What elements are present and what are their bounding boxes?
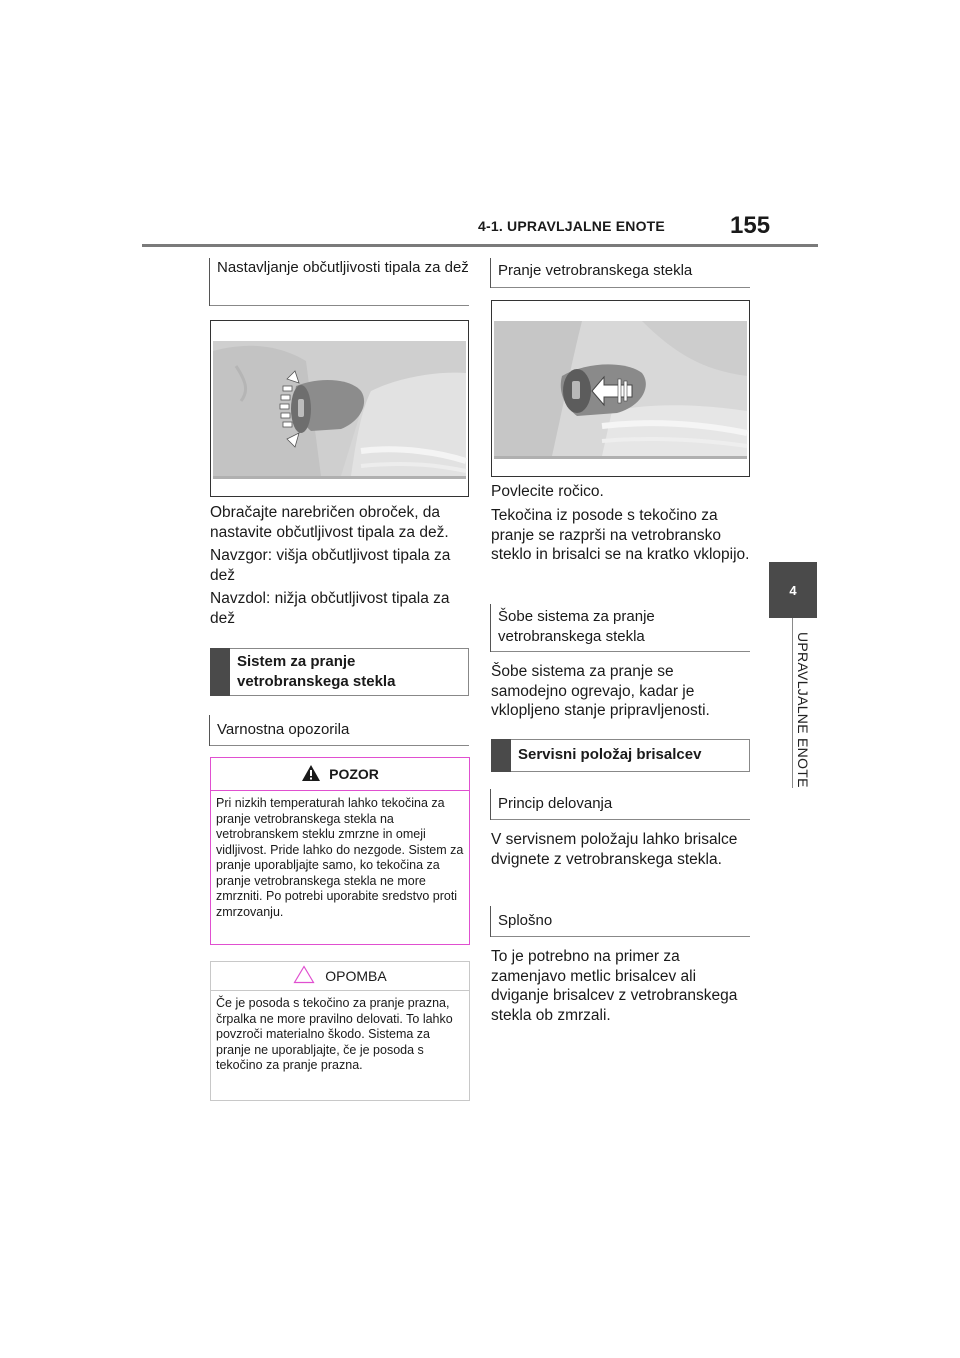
paragraph-pull-lever: Povlecite ročico. xyxy=(491,483,604,500)
chapter-tab-line xyxy=(792,618,793,788)
paragraph-general: To je potrebno na primer za zamenjavo metlic brisalcev ali dviganje brisalcev z vetrobranskega stekla ob zmrzali. xyxy=(491,948,738,1024)
illustration-wiper-lever-pull xyxy=(491,300,750,477)
chapter-tab-label: UPRAVLJALNE ENOTE xyxy=(795,632,811,788)
subheading-nozzles xyxy=(490,604,750,652)
subheading-text: Splošno xyxy=(498,912,553,929)
subheading-text: Varnostna opozorila xyxy=(217,721,350,738)
warning-title: POZOR xyxy=(329,766,379,782)
warning-text: Pri nizkih temperaturah lahko tekočina za pranje vetrobranskega stekla na vetrobranskem steklu zmrzne in omeji vidljivost. Pride lahko do nezgode. Sistem za pranje uporabljajte samo, ko tekočina za pranje vetrobranskega stekla ne more zmrzniti. Po potrebi uporabite sredstvo proti zmrzovanju. xyxy=(216,796,464,919)
paragraph-principle: V servisnem položaju lahko brisalce dvignete z vetrobranskega stekla. xyxy=(491,831,738,868)
subheading-text: Pranje vetrobranskega stekla xyxy=(498,262,693,279)
subheading-general xyxy=(490,906,750,937)
subheading-rain-sensor xyxy=(209,258,469,306)
paragraph-up: Navzgor: višja občutljivost tipala za dež xyxy=(210,547,451,584)
paragraph-washer-spray: Tekočina iz posode s tekočino za pranje se razprši na vetrobransko steklo in brisalci se na kratko vklopijo. xyxy=(491,507,750,563)
chapter-tab-number: 4 xyxy=(769,562,817,618)
section-heading-washer-system xyxy=(210,648,469,696)
subheading-principle xyxy=(490,789,750,820)
paragraph-ring-instruction: Obračajte narebričen obroček, da nastavite občutljivost tipala za dež. xyxy=(210,504,449,541)
header-rule xyxy=(142,244,818,247)
warning-box xyxy=(210,757,470,945)
note-text: Če je posoda s tekočino za pranje prazna, črpalka ne more pravilno delovati. To lahko povzroči materialno škodo. Sistema za pranje ne uporabljajte, če je posoda s tekočino za pranje prazna. xyxy=(216,996,453,1072)
section-heading-text: Sistem za pranje vetrobranskega stekla xyxy=(237,653,396,690)
illustration-rain-sensor-ring xyxy=(210,320,469,497)
subheading-text: Šobe sistema za pranje vetrobranskega stekla xyxy=(498,608,655,645)
subheading-text: Nastavljanje občutljivosti tipala za dež xyxy=(217,259,469,276)
note-title: OPOMBA xyxy=(325,968,387,984)
section-heading-service-position xyxy=(491,739,750,772)
subheading-text: Princip delovanja xyxy=(498,795,613,812)
section-heading-text: Servisni položaj brisalcev xyxy=(518,746,702,763)
subheading-washing xyxy=(490,258,750,288)
caution-outline-icon xyxy=(293,965,315,987)
paragraph-down: Navzdol: nižja občutljivost tipala za dež xyxy=(210,590,450,627)
subheading-safety xyxy=(209,715,469,746)
page-number: 155 xyxy=(730,212,771,239)
paragraph-nozzles: Šobe sistema za pranje se samodejno ogrevajo, kadar je vklopljeno stanje pripravljenosti. xyxy=(491,663,710,719)
note-box xyxy=(210,961,470,1101)
section-title: 4-1. UPRAVLJALNE ENOTE xyxy=(478,218,665,234)
warning-triangle-icon xyxy=(301,764,321,785)
